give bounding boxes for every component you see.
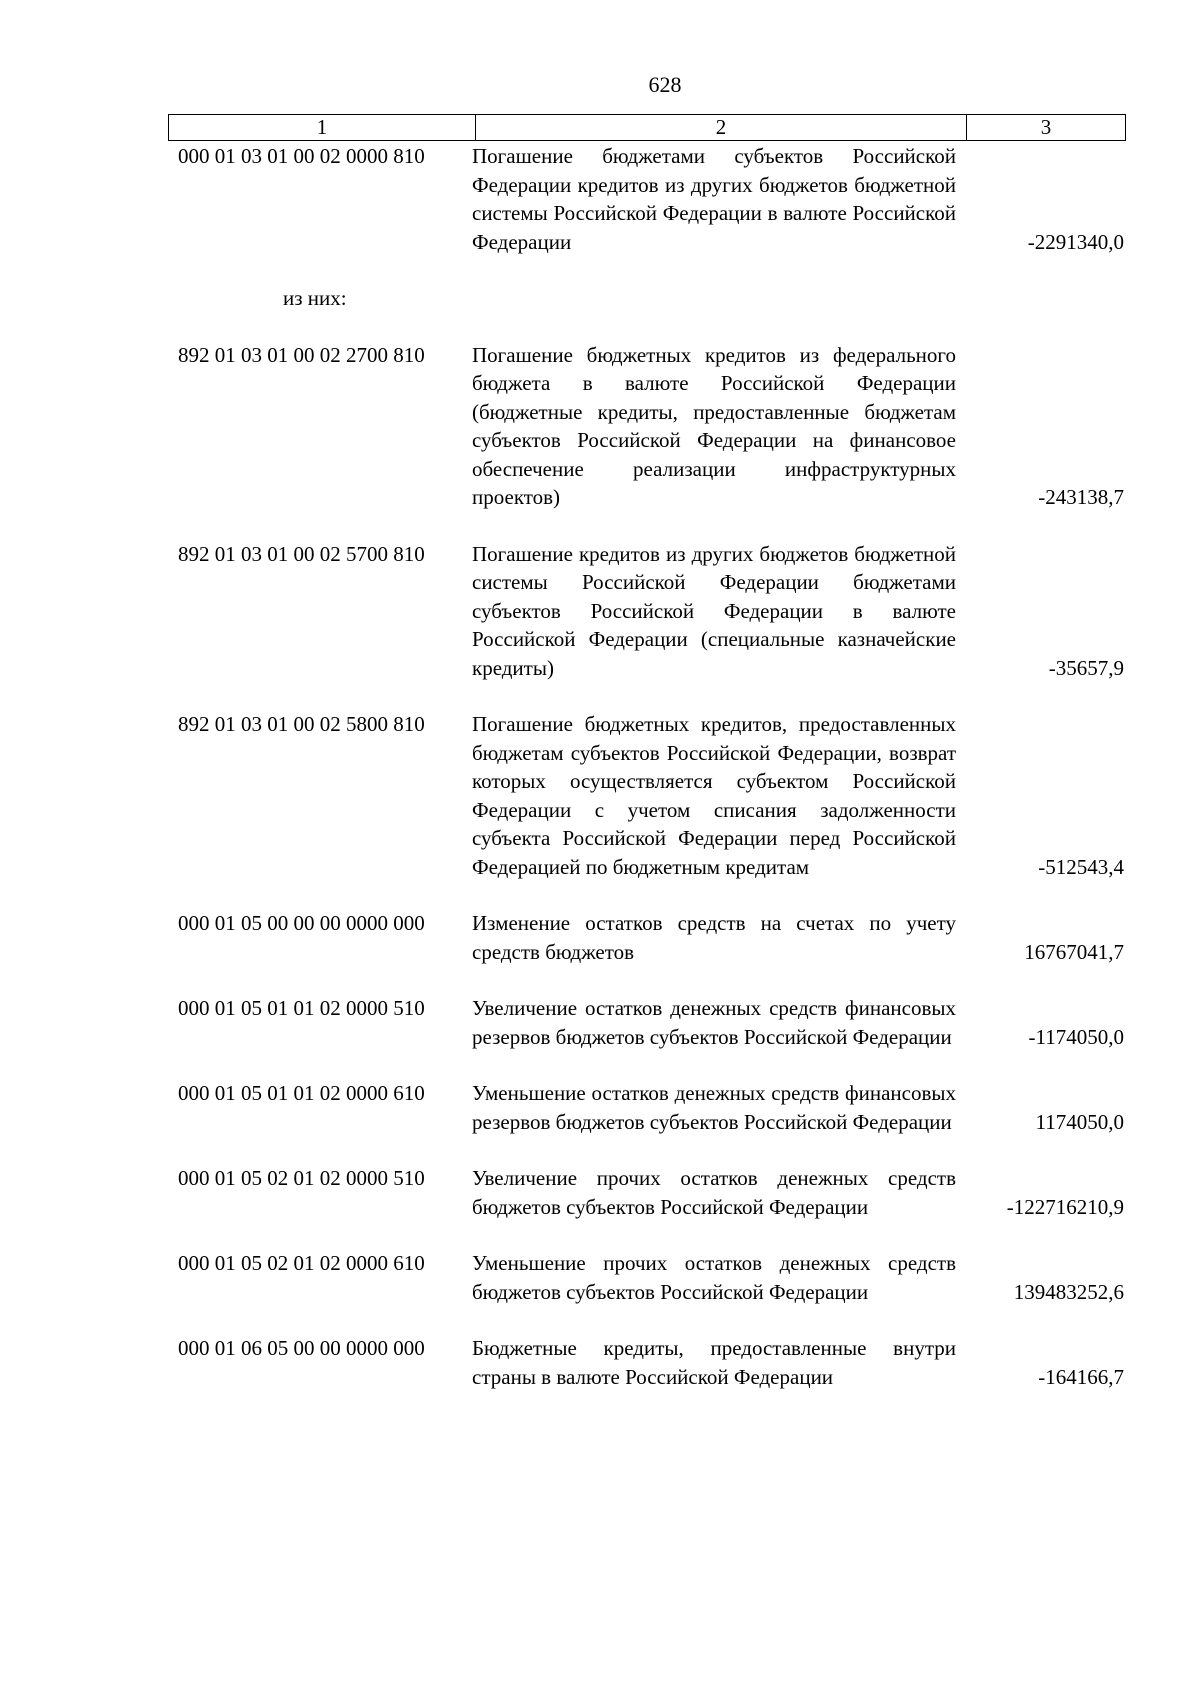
table-row	[0, 909, 1200, 966]
table-row	[0, 1334, 1200, 1391]
row-description: Погашение кредитов из других бюджетов бюджетной системы Российской Федерации бюджетами субъектов Российской Федерации в валюте Российской Федерации (специальные казначейские кредиты)	[472, 541, 956, 680]
row-code: 892 01 03 01 00 02 5700 810	[178, 541, 425, 566]
column-header-3: 3	[1040, 115, 1052, 139]
table-row	[0, 540, 1200, 683]
table-row	[0, 1164, 1200, 1221]
budget-table-body	[0, 142, 1200, 1419]
row-value: 1174050,0	[1035, 1109, 1124, 1134]
row-value: -122716210,9	[1006, 1194, 1124, 1219]
row-value: 139483252,6	[1013, 1279, 1124, 1304]
row-code: 000 01 03 01 00 02 0000 810	[178, 144, 425, 168]
row-code: 000 01 05 01 01 02 0000 510	[178, 996, 425, 1020]
row-description: Изменение остатков средств на счетах по учету средств бюджетов	[472, 911, 956, 964]
row-code: 000 01 05 02 01 02 0000 610	[178, 1251, 425, 1275]
row-value: -1174050,0	[1028, 1024, 1124, 1049]
row-description: Уменьшение прочих остатков денежных средств бюджетов субъектов Российской Федерации	[472, 1251, 956, 1304]
row-value: 16767041,7	[1024, 939, 1124, 964]
row-description: Увеличение прочих остатков денежных средств бюджетов субъектов Российской Федерации	[472, 1166, 956, 1219]
row-description: Уменьшение остатков денежных средств финансовых резервов бюджетов субъектов Российской Федерации	[472, 1081, 956, 1134]
table-row	[0, 1249, 1200, 1306]
page-number: 628	[648, 72, 682, 97]
table-row	[0, 1079, 1200, 1136]
column-header-2: 2	[476, 115, 967, 140]
table-row	[0, 710, 1200, 881]
table-row	[0, 994, 1200, 1051]
row-value: -2291340,0	[1027, 229, 1124, 254]
row-code: 000 01 05 02 01 02 0000 510	[178, 1166, 425, 1190]
row-value: -35657,9	[1048, 655, 1124, 680]
subheading-of-which: из них:	[283, 286, 347, 310]
row-description: Погашение бюджетных кредитов из федерального бюджета в валюте Российской Федерации (бюджетные кредиты, предоставленные бюджетам субъектов Российской Федерации на финансовое обеспечение реализации инфраструктурных проектов)	[472, 342, 956, 509]
row-description: Погашение бюджетами субъектов Российской Федерации кредитов из других бюджетов бюджетной системы Российской Федерации в валюте Российской Федерации	[472, 144, 956, 254]
table-row	[0, 341, 1200, 512]
table-row	[0, 142, 1200, 256]
row-code: 892 01 03 01 00 02 2700 810	[178, 342, 425, 367]
row-code: 000 01 05 00 00 00 0000 000	[178, 911, 425, 935]
row-description: Бюджетные кредиты, предоставленные внутри страны в валюте Российской Федерации	[472, 1336, 956, 1389]
row-description: Увеличение остатков денежных средств финансовых резервов бюджетов субъектов Российской Федерации	[472, 996, 956, 1049]
row-value: -243138,7	[1038, 485, 1124, 509]
column-header-row	[168, 114, 1126, 141]
row-value: -164166,7	[1038, 1364, 1124, 1389]
column-header-1: 1	[169, 115, 476, 140]
row-description: Погашение бюджетных кредитов, предоставленных бюджетам субъектов Российской Федерации, возврат которых осуществляется субъектом Российской Федерации с учетом списания задолженности субъекта Российской Федерации перед Российской Федерацией по бюджетным кредитам	[472, 712, 956, 879]
row-value: -512543,4	[1038, 854, 1124, 879]
row-code: 000 01 05 01 01 02 0000 610	[178, 1081, 425, 1105]
row-code: 000 01 06 05 00 00 0000 000	[178, 1336, 425, 1360]
row-code: 892 01 03 01 00 02 5800 810	[178, 712, 425, 736]
